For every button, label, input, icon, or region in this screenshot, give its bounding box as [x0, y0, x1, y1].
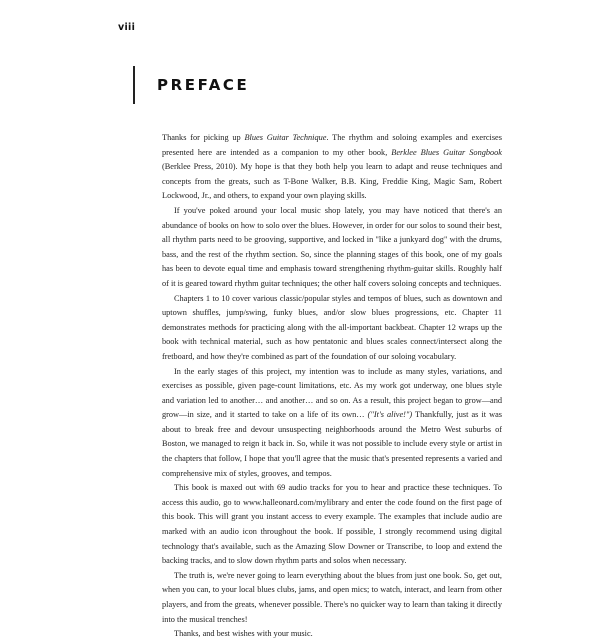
its-alive-quote: ("It's alive!") [367, 410, 413, 420]
book-title-songbook: Berklee Blues Guitar Songbook [391, 147, 502, 157]
paragraph-intro-text-2: . The rhythm and soloing examples and exercises presented here are intended as a companion to my other book, [162, 133, 502, 157]
paragraph-chapters: Chapters 1 to 10 cover various classic/popular styles and tempos of blues, such as downtown and uptown shuffles, jump/swing, funky blues, and/or slow blues progressions, etc. Chapter 11 demonstrates methods for practicing along with the all-important backbeat. Chapter 12 wraps up the book with technical material, such as how pentatonic and blues scales connect/intersect along the fretboard, and how they're combined as part of the foundation of our soloing vocabulary. [162, 293, 502, 361]
paragraph-intro [162, 131, 502, 204]
paragraph-truth: The truth is, we're never going to learn everything about the blues from just one book. So, get out, when you can, to your local blues clubs, jams, and open mics; to watch, interact, and learn from other players, and from the greats, whenever possible. There's no quicker way to learn than taking it directly into the musical trenches! [162, 570, 502, 624]
paragraph-project-text-2: Thankfully, just as it was about to break free and devour unsuspecting neighborhoods around the Metro West suburbs of Boston, we managed to reign it back in. So, while it was not possible to include every style or artist in the chapters that follow, I hope that you'll agree that the music that's presented represents a varied and comprehensive mix of styles, grooves, and tempos. [162, 410, 502, 478]
paragraph-rhythm: If you've poked around your local music shop lately, you may have noticed that there's an abundance of books on how to solo over the blues. However, in order for our solos to sound their best, all rhythm parts need to be grooving, supportive, and locked in "like a junkyard dog" with the drums, bass, and the rest of the rhythm section. So, since the planning stages of this book, one of my goals has been to devote equal time and emphasis toward strengthening rhythm-guitar skills. Roughly half of it is geared toward rhythm guitar techniques; the other half covers soloing concepts and techniques. [162, 205, 502, 288]
paragraph-intro-text-1: Thanks for picking up [162, 133, 245, 142]
paragraph-closing: Thanks, and best wishes with your music. [174, 629, 313, 639]
body-text [162, 131, 502, 642]
paragraph-audio: This book is maxed out with 69 audio tracks for you to hear and practice these techniques. To access this audio, go to www.halleonard.com/mylibrary and enter the code found on the first page of this book. This will grant you instant access to every example. The examples that include audio are marked with an audio icon throughout the book. If possible, I strongly recommend using digital technology that's available, such as the Amazing Slow Downer or Transcribe, to loop and extend the backing tracks, and to slow down rhythm parts and solos when necessary. [162, 483, 502, 566]
paragraph-project-text-1: In the early stages of this project, my intention was to include as many styles, variations, and exercises as possible, given page-count limitations, etc. As my work got underway, one blues style and variation led to another… and another… and so on. As a result, this project began to grow—and grow—in size, and it started to take on a life of its own… [162, 366, 502, 420]
paragraph-project [162, 365, 502, 482]
book-title-technique: Blues Guitar Technique [244, 133, 327, 142]
title-rule [133, 66, 135, 104]
page-title: PREFACE [157, 76, 250, 94]
page-number: viii [118, 22, 136, 33]
paragraph-intro-text-3: (Berklee Press, 2010). My hope is that they both help you learn to adapt and reuse techniques and concepts from the greats, such as T-Bone Walker, B.B. King, Freddie King, Magic Sam, Robert Lockwood, Jr., and others, to expand your own playing skills. [162, 162, 502, 201]
